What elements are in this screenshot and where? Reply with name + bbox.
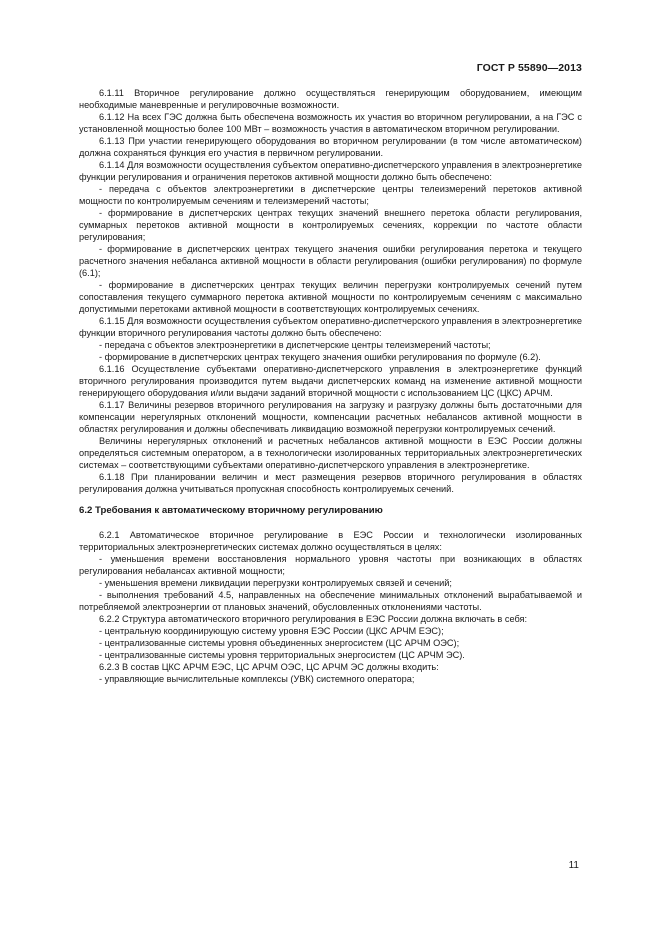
paragraph: - управляющие вычислительные комплексы (УВК) системного оператора; [99, 674, 415, 684]
paragraph: - формирование в диспетчерских центрах текущих значений внешнего перетока области регулирования, суммарных перетоков активной мощности в контролируемых сечениях, коррекции по частоте области регулирования; [79, 208, 582, 242]
paragraph: 6.1.18 При планировании величин и мест размещения резервов вторичного регулирования в областях регулирования должна учитываться пропускная способность контролируемых сечений. [79, 472, 582, 494]
page-number: 11 [568, 860, 579, 871]
standard-header: ГОСТ Р 55890—2013 [476, 62, 582, 74]
paragraph: 6.1.17 Величины резервов вторичного регулирования на загрузку и разгрузку должны быть достаточными для компенсации нерегулярных отклонений мощности, компенсации расчетных небалансов активной мощности в областях регулирования и должны обеспечивать ликвидацию возможной перегрузки контролируемых сечений. [79, 400, 582, 434]
paragraph: - передача с объектов электроэнергетики в диспетчерские центры телеизмерений частоты; [99, 340, 491, 350]
paragraph: - уменьшения времени восстановления нормального уровня частоты при возникающих в областях регулирования небалансах активной мощности; [79, 554, 582, 576]
paragraph: - уменьшения времени ликвидации перегрузки контролируемых связей и сечений; [99, 578, 452, 588]
paragraph: - формирование в диспетчерских центрах текущих величин перегрузки контролируемых сечений путем сопоставления текущего суммарного перетока активной мощности по контролируемым сечениям с максимально допустимыми перетоками активной мощности в соответствующих контролируемых сечениях. [79, 280, 582, 314]
top-paragraphs [79, 87, 582, 495]
bottom-paragraphs [79, 529, 582, 685]
section-title: 6.2 Требования к автоматическому вторичному регулированию [79, 505, 383, 516]
paragraph: Величины нерегулярных отклонений и расчетных небалансов активной мощности в ЕЭС России должны определяться системным оператором, а в технологически изолированных территориальных электроэнергетических системах – соответствующими субъектами оперативно-диспетчерского управления в электроэнергетике. [79, 436, 582, 470]
paragraph: - передача с объектов электроэнергетики в диспетчерские центры телеизмерений перетоков активной мощности по контролируемым сечениям и телеизмерений частоты; [79, 184, 582, 206]
paragraph: - выполнения требований 4.5, направленных на обеспечение минимальных отклонений вырабатываемой и потребляемой электроэнергии от плановых значений, обусловленных отклонениями частоты. [79, 590, 582, 612]
paragraph: - формирование в диспетчерских центрах текущего значения ошибки регулирования по формуле (6.2). [99, 352, 541, 362]
paragraph: 6.1.13 При участии генерирующего оборудования во вторичном регулировании (в том числе автоматическом) должна сохраняться функция его участия в первичном регулировании. [79, 136, 582, 158]
paragraph: - централизованные системы уровня объединенных энергосистем (ЦС АРЧМ ОЭС); [99, 638, 460, 648]
paragraph: - центральную координирующую систему уровня ЕЭС России (ЦКС АРЧМ ЕЭС); [99, 626, 444, 636]
paragraph: 6.2.3 В состав ЦКС АРЧМ ЕЭС, ЦС АРЧМ ОЭС, ЦС АРЧМ ЭС должны входить: [99, 662, 439, 672]
paragraph: 6.1.11 Вторичное регулирование должно осуществляться генерирующим оборудованием, имеющим необходимые маневренные и регулировочные возможности. [79, 88, 582, 110]
paragraph: 6.1.14 Для возможности осуществления субъектом оперативно-диспетчерского управления в электроэнергетике функции регулирования и ограничения перетоков активной мощности должно быть обеспечено: [79, 160, 582, 182]
paragraph: 6.1.15 Для возможности осуществления субъектом оперативно-диспетчерского управления в электроэнергетике функции вторичного регулирования частоты должно быть обеспечено: [79, 316, 582, 338]
paragraph: - формирование в диспетчерских центрах текущего значения ошибки регулирования перетока и текущего расчетного значения небаланса активной мощности в области регулирования (ошибки регулирования) по формуле (6.1); [79, 244, 582, 278]
paragraph: 6.1.16 Осуществление субъектами оперативно-диспетчерского управления в электроэнергетике функций вторичного регулирования производится путем выдачи диспетчерских команд на изменение активной мощности генерирующего оборудования и/или выдачи заданий вторичной мощности с использованием ЦС (ЦКС) АРЧМ. [79, 364, 582, 398]
paragraph: - централизованные системы уровня территориальных энергосистем (ЦС АРЧМ ЭС). [99, 650, 465, 660]
paragraph: 6.1.12 На всех ГЭС должна быть обеспечена возможность их участия во вторичном регулировании, а на ГЭС с установленной мощностью более 100 МВт – возможность участия в автоматическом вторичном регулировании. [79, 112, 582, 134]
document-body [79, 87, 582, 685]
paragraph: 6.2.2 Структура автоматического вторичного регулирования в ЕЭС России должна включать в себя: [99, 614, 528, 624]
paragraph: 6.2.1 Автоматическое вторичное регулирование в ЕЭС России и технологически изолированных территориальных электроэнергетических системах должно осуществляться в целях: [79, 530, 582, 552]
